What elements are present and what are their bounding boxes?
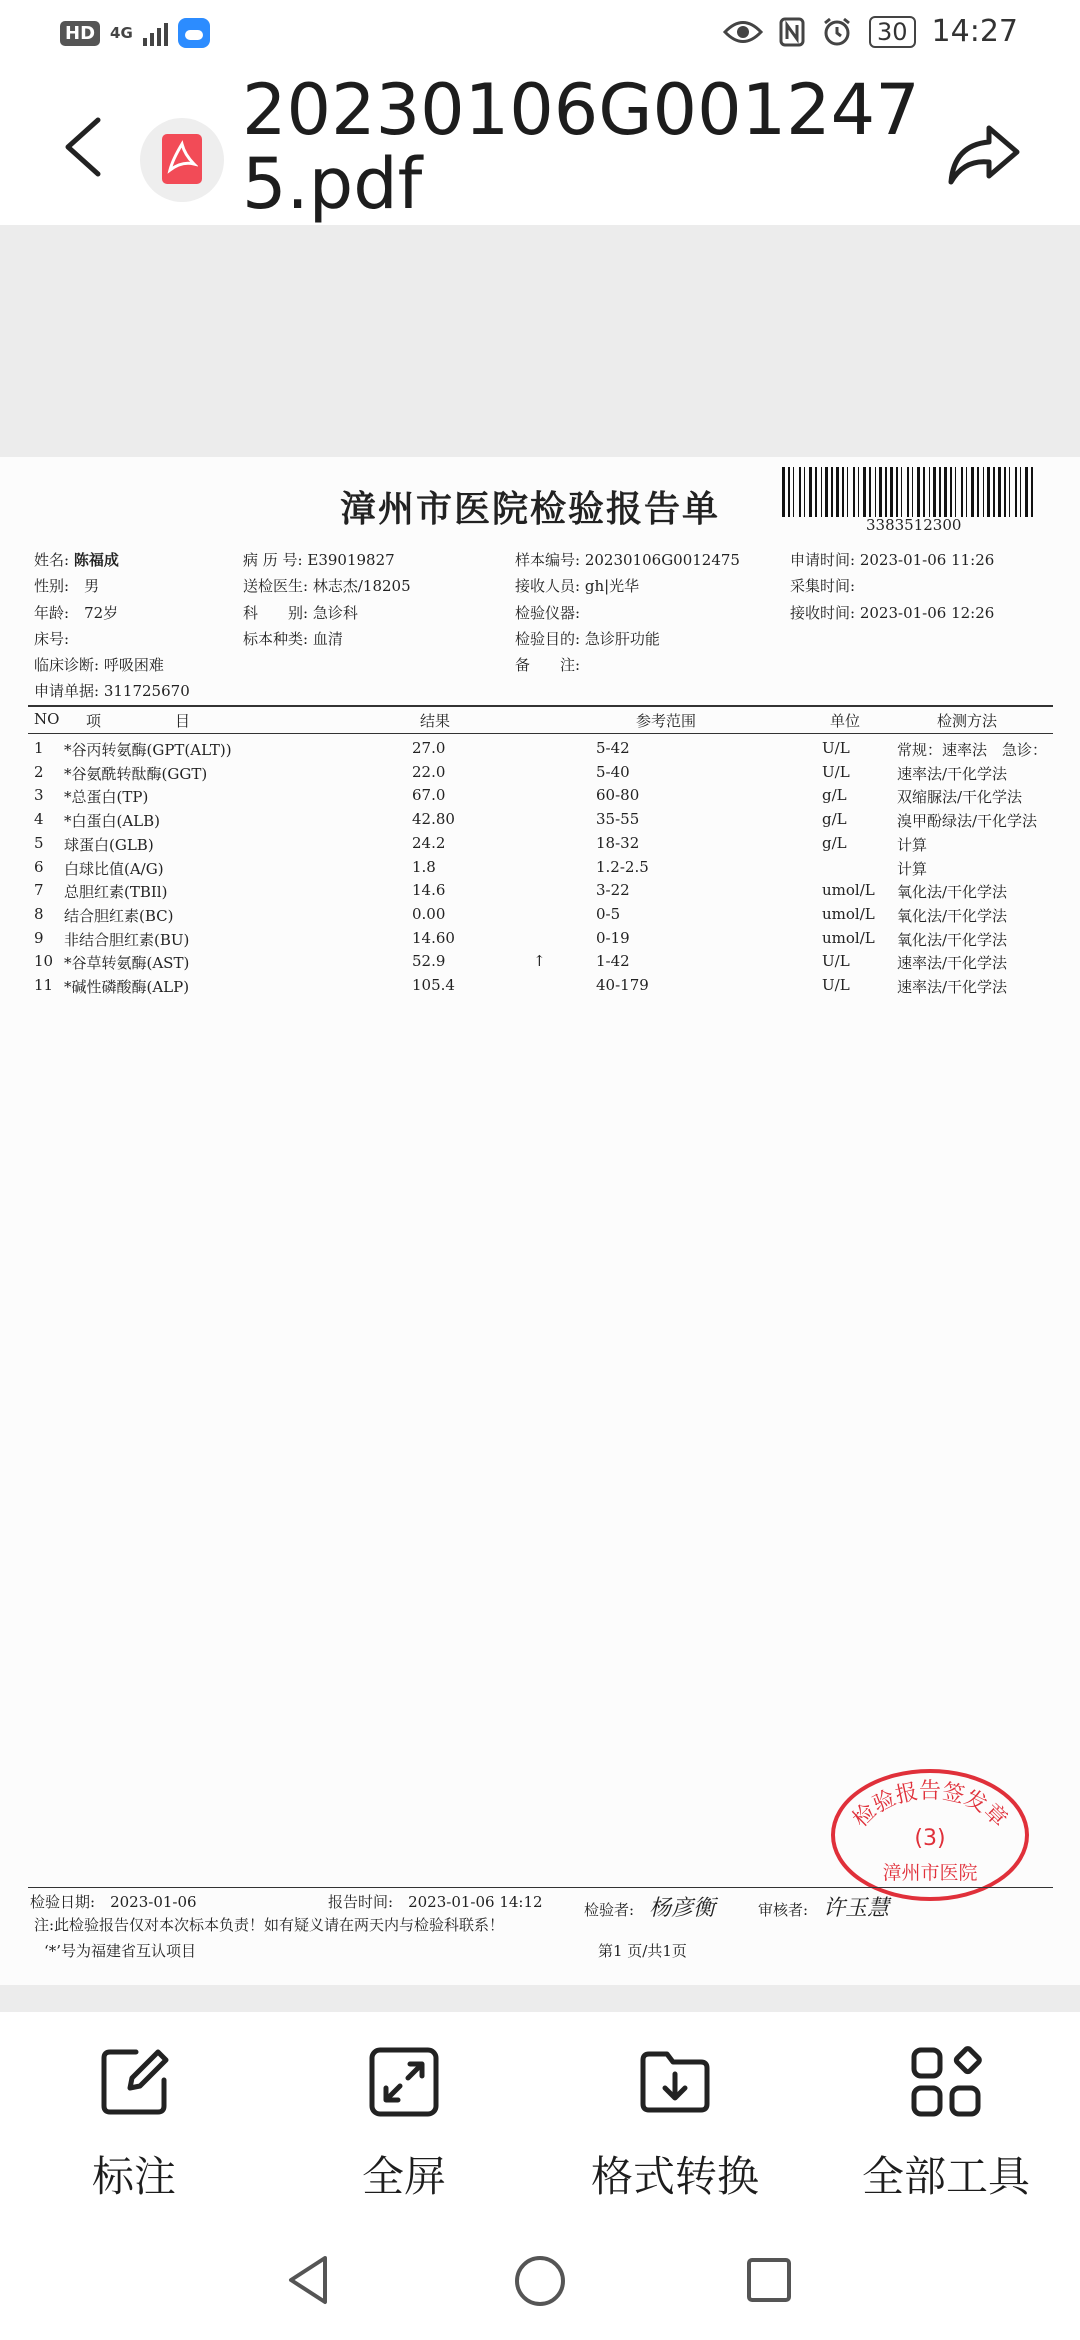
row-range: 0-19	[596, 928, 630, 947]
report-time: 报告时间: 2023-01-06 14:12	[328, 1893, 543, 1911]
fullscreen-icon	[364, 2042, 444, 2122]
barcode	[780, 467, 1035, 517]
row-result: 0.00	[412, 904, 446, 923]
row-range: 1.2-2.5	[596, 857, 649, 876]
row-unit: umol/L	[822, 904, 875, 923]
edit-icon	[94, 2042, 174, 2122]
clock: 14:27	[931, 14, 1018, 49]
all-tools-button[interactable]	[826, 2042, 1066, 2212]
row-item: 球蛋白(GLB)	[64, 835, 154, 854]
row-item: *谷草转氨酶(AST)	[64, 954, 190, 973]
title-bar	[0, 70, 1080, 225]
divider	[28, 1887, 1053, 1888]
specimen-field: 标本种类: 血清	[243, 630, 343, 648]
folder-download-icon	[635, 2042, 715, 2122]
row-no: 5	[34, 833, 44, 852]
nfc-icon	[779, 17, 805, 47]
row-unit: g/L	[822, 786, 847, 805]
back-arrow-icon[interactable]	[50, 112, 120, 182]
instrument-field: 检验仪器:	[515, 604, 581, 622]
row-result: 52.9	[412, 952, 446, 971]
row-result: 22.0	[412, 762, 446, 781]
row-item: 结合胆红素(BC)	[64, 906, 174, 925]
row-range: 35-55	[596, 810, 640, 829]
row-unit: g/L	[822, 810, 847, 829]
row-result: 24.2	[412, 833, 446, 852]
row-no: 8	[34, 904, 44, 923]
row-unit: U/L	[822, 739, 850, 757]
row-method: 速率法/干化学法	[897, 954, 1008, 973]
row-result: 42.80	[412, 810, 455, 829]
test-date: 检验日期: 2023-01-06	[30, 1893, 197, 1911]
pdf-file-icon	[140, 118, 224, 202]
page-info: 第1 页/共1页	[598, 1942, 687, 1960]
nav-recents-icon[interactable]	[745, 2256, 793, 2304]
table-row	[0, 929, 1080, 953]
signal-icon	[143, 20, 168, 46]
row-method: 氧化法/干化学法	[897, 906, 1008, 925]
document-gap-bottom	[0, 1985, 1080, 2012]
table-row	[0, 786, 1080, 810]
row-unit: umol/L	[822, 881, 875, 900]
row-item: *白蛋白(ALB)	[64, 812, 161, 831]
alarm-icon	[821, 16, 853, 48]
col-method: 检测方法	[937, 712, 998, 730]
navigation-bar	[0, 2232, 1080, 2340]
row-range: 18-32	[596, 833, 640, 852]
document-gap-top	[0, 225, 1080, 457]
table-row	[0, 763, 1080, 787]
row-range: 60-80	[596, 786, 640, 805]
svg-text:(3): (3)	[914, 1826, 946, 1851]
row-method: 常规：速率法 急诊：	[897, 741, 1048, 759]
row-method: 氧化法/干化学法	[897, 883, 1008, 902]
table-row	[0, 881, 1080, 905]
svg-text:检验报告签发章: 检验报告签发章	[848, 1779, 1012, 1833]
row-no: 10	[34, 952, 54, 971]
row-method: 计算	[897, 859, 928, 878]
row-range: 5-40	[596, 762, 630, 781]
row-range: 40-179	[596, 976, 649, 994]
row-no: 9	[34, 928, 44, 947]
bottom-toolbar	[0, 2012, 1080, 2232]
report-title: 漳州市医院检验报告单	[340, 488, 721, 530]
purpose-field: 检验目的: 急诊肝功能	[515, 630, 660, 648]
row-no: 4	[34, 810, 44, 829]
table-row	[0, 858, 1080, 882]
reviewer-signature: 许玉慧	[823, 1896, 890, 1921]
hd-badge: HD	[60, 21, 100, 46]
receiver-field: 接收人员: gh|光华	[515, 577, 640, 595]
share-icon[interactable]	[945, 114, 1025, 194]
col-item-b: 目	[175, 712, 191, 730]
collect-time-field: 采集时间:	[790, 577, 856, 595]
name-field: 姓名: 陈福成	[34, 551, 119, 569]
status-left	[60, 18, 210, 48]
age-field: 年龄: 72岁	[34, 604, 119, 622]
convert-button[interactable]	[555, 2042, 795, 2212]
patient-name: 陈福成	[73, 551, 119, 569]
bed-field: 床号:	[34, 630, 70, 648]
divider	[28, 705, 1053, 707]
nav-home-icon[interactable]	[513, 2254, 567, 2308]
row-unit: g/L	[822, 833, 847, 852]
col-unit: 单位	[830, 712, 861, 730]
row-method: 双缩脲法/干化学法	[897, 788, 1023, 807]
footer-note: 注:此检验报告仅对本次标本负责！如有疑义请在两天内与检验科联系！	[34, 1916, 505, 1934]
weather-app-icon	[178, 18, 210, 48]
sample-field: 样本编号: 20230106G0012475	[515, 551, 740, 569]
convert-label: 格式转换	[590, 2152, 759, 2201]
row-method: 速率法/干化学法	[897, 978, 1008, 996]
row-method: 速率法/干化学法	[897, 764, 1008, 783]
row-method: 氧化法/干化学法	[897, 930, 1008, 949]
status-bar	[0, 0, 1080, 70]
divider	[28, 733, 1053, 734]
battery-icon: 30	[869, 16, 916, 48]
status-right	[723, 14, 1018, 49]
row-item: 总胆红素(TBIl)	[64, 883, 168, 902]
network-type: 4G	[110, 24, 133, 42]
col-result: 结果	[420, 712, 451, 730]
row-unit: U/L	[822, 762, 850, 781]
row-unit: umol/L	[822, 928, 875, 947]
row-item: *谷丙转氨酶(GPT(ALT))	[64, 741, 232, 759]
table-row	[0, 905, 1080, 929]
svg-text:漳州市医院: 漳州市医院	[882, 1862, 978, 1884]
row-range: 1-42	[596, 952, 630, 971]
official-stamp	[827, 1765, 1032, 1905]
row-result: 105.4	[412, 976, 455, 994]
row-no: 1	[34, 739, 44, 757]
row-item: *总蛋白(TP)	[64, 788, 149, 807]
row-no: 2	[34, 762, 44, 781]
doctor-field: 送检医生: 林志杰/18205	[243, 577, 411, 595]
reviewer: 审核者: 许玉慧	[758, 1896, 890, 1921]
col-no: NO	[34, 710, 60, 728]
sex-field: 性别: 男	[34, 577, 100, 595]
dept-field: 科 别: 急诊科	[243, 604, 358, 622]
table-row	[0, 834, 1080, 858]
nav-back-icon[interactable]	[283, 2252, 333, 2308]
annotate-button[interactable]	[14, 2042, 254, 2212]
tester: 检验者: 杨彦衡	[584, 1896, 716, 1921]
request-no-field: 申请单据: 311725670	[34, 682, 190, 700]
row-result: 67.0	[412, 786, 446, 805]
table-row	[0, 810, 1080, 834]
row-result: 14.60	[412, 928, 455, 947]
row-no: 11	[34, 976, 54, 994]
col-item-a: 项	[86, 712, 102, 730]
row-no: 3	[34, 786, 44, 805]
row-range: 5-42	[596, 739, 630, 757]
barcode-number: 3383512300	[866, 516, 962, 534]
row-unit: U/L	[822, 976, 850, 994]
row-no: 6	[34, 857, 44, 876]
receive-time-field: 接收时间: 2023-01-06 12:26	[790, 604, 995, 622]
annotate-label: 标注	[91, 2152, 176, 2201]
row-item: *碱性磷酸酶(ALP)	[64, 978, 190, 996]
eye-icon	[723, 19, 763, 45]
row-item: *谷氨酰转酞酶(GGT)	[64, 764, 208, 783]
table-row	[0, 739, 1080, 763]
tester-signature: 杨彦衡	[649, 1896, 716, 1921]
fullscreen-button[interactable]	[284, 2042, 524, 2212]
grid-apps-icon	[906, 2042, 986, 2122]
row-result: 27.0	[412, 739, 446, 757]
row-method: 计算	[897, 835, 928, 854]
record-field: 病 历 号: E39019827	[243, 551, 395, 569]
row-item: 白球比值(A/G)	[64, 859, 164, 878]
row-method: 溴甲酚绿法/干化学法	[897, 812, 1038, 831]
table-row	[0, 952, 1080, 976]
col-range: 参考范围	[636, 712, 697, 730]
request-time-field: 申请时间: 2023-01-06 11:26	[790, 551, 995, 569]
all-tools-label: 全部工具	[861, 2152, 1030, 2201]
table-row	[0, 976, 1080, 1000]
row-range: 0-5	[596, 904, 621, 923]
file-name: 20230106G0012475.pdf	[242, 69, 920, 225]
remark-field: 备 注:	[515, 656, 581, 674]
fullscreen-label: 全屏	[361, 2152, 446, 2201]
mark-note: ‘*’号为福建省互认项目	[44, 1942, 197, 1960]
diagnosis-field: 临床诊断: 呼吸困难	[34, 656, 164, 674]
row-item: 非结合胆红素(BU)	[64, 930, 190, 949]
pdf-page[interactable]	[0, 457, 1080, 1985]
row-flag: ↑	[533, 952, 546, 971]
row-no: 7	[34, 881, 44, 900]
row-result: 14.6	[412, 881, 446, 900]
row-range: 3-22	[596, 881, 630, 900]
row-unit: U/L	[822, 952, 850, 971]
row-result: 1.8	[412, 857, 436, 876]
